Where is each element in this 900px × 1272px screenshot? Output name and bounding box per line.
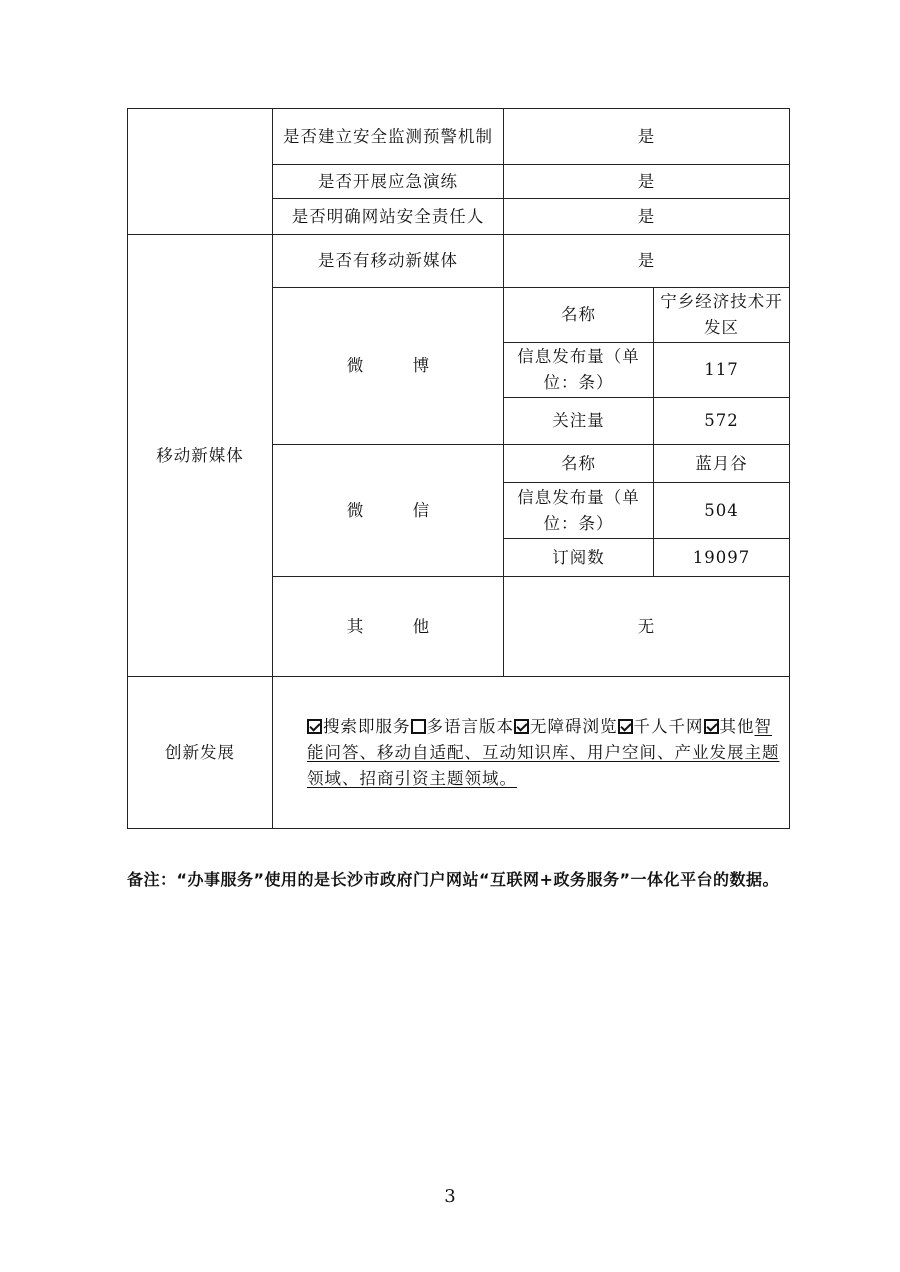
security-warning-value: 是 xyxy=(504,109,790,165)
weibo-name-label: 名称 xyxy=(504,288,654,343)
security-owner-label: 是否明确网站安全责任人 xyxy=(273,199,504,235)
other-media-label: 其 他 xyxy=(273,577,504,677)
wechat-posts-label: 信息发布量（单位：条） xyxy=(504,483,654,539)
page-number: 3 xyxy=(444,1186,456,1207)
wechat-name-value: 蓝月谷 xyxy=(654,445,790,483)
report-table xyxy=(127,108,790,829)
checked-checkbox-icon[interactable] xyxy=(307,719,322,734)
wechat-label: 微 信 xyxy=(273,445,504,577)
security-section-cell xyxy=(128,109,273,235)
weibo-follow-value: 572 xyxy=(654,398,790,445)
innovation-cell xyxy=(273,677,790,829)
wechat-name-label: 名称 xyxy=(504,445,654,483)
innovation-option-label: 多语言版本 xyxy=(426,716,514,736)
security-warning-label: 是否建立安全监测预警机制 xyxy=(273,109,504,165)
innovation-option-label: 千人千网 xyxy=(633,716,704,736)
weibo-follow-label: 关注量 xyxy=(504,398,654,445)
weibo-posts-value: 117 xyxy=(654,343,790,398)
checked-checkbox-icon[interactable] xyxy=(618,719,633,734)
weibo-posts-label: 信息发布量（单位：条） xyxy=(504,343,654,398)
innovation-other-detail: 智能问答、移动自适配、互动知识库、用户空间、产业发展主题领域、招商引资主题领域。 xyxy=(307,716,780,788)
has-mobile-media-value: 是 xyxy=(504,235,790,288)
innovation-section: 创新发展 xyxy=(128,677,273,829)
has-mobile-media-label: 是否有移动新媒体 xyxy=(273,235,504,288)
footnote: 备注：“办事服务”使用的是长沙市政府门户网站“互联网+政务服务”一体化平台的数据。 xyxy=(127,870,779,889)
innovation-option-label: 其他 xyxy=(719,716,755,736)
innovation-option-label: 搜索即服务 xyxy=(323,716,411,736)
wechat-subs-value: 19097 xyxy=(654,539,790,577)
wechat-subs-label: 订阅数 xyxy=(504,539,654,577)
security-owner-value: 是 xyxy=(504,199,790,235)
checked-checkbox-icon[interactable] xyxy=(514,719,529,734)
wechat-posts-value: 504 xyxy=(654,483,790,539)
emergency-drill-label: 是否开展应急演练 xyxy=(273,165,504,199)
innovation-option-label: 无障碍浏览 xyxy=(530,716,618,736)
unchecked-checkbox-icon[interactable] xyxy=(411,719,426,734)
weibo-label: 微 博 xyxy=(273,288,504,445)
mobile-media-section: 移动新媒体 xyxy=(128,235,273,677)
weibo-name-value: 宁乡经济技术开发区 xyxy=(654,288,790,343)
checked-checkbox-icon[interactable] xyxy=(704,719,719,734)
other-media-value: 无 xyxy=(504,577,790,677)
emergency-drill-value: 是 xyxy=(504,165,790,199)
innovation-options xyxy=(307,717,755,736)
